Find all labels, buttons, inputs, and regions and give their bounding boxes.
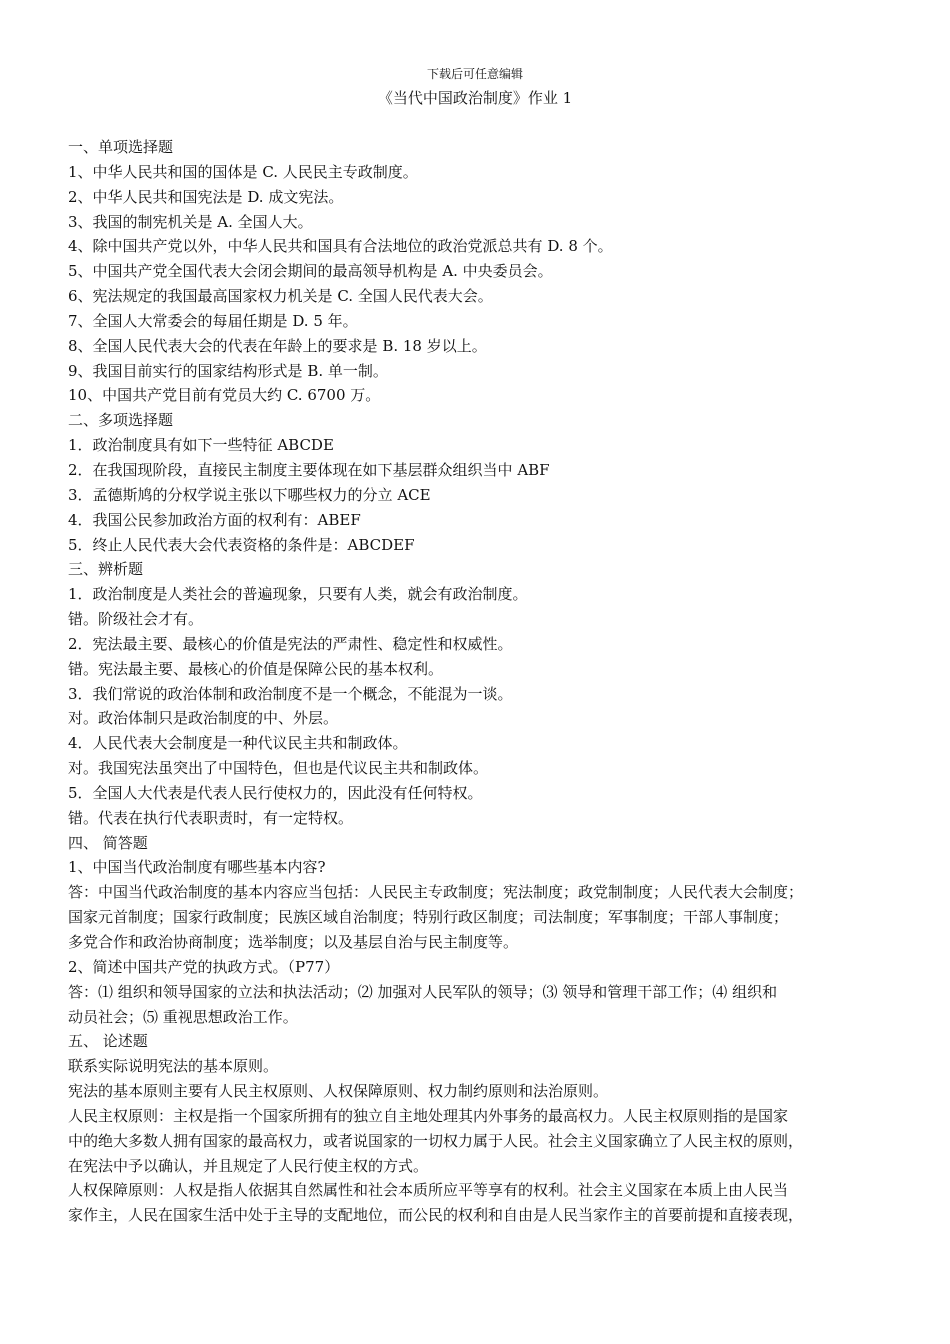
text-line: 答：⑴ 组织和领导国家的立法和执法活动；⑵ 加强对人民军队的领导；⑶ 领导和管理干部工作；⑷ 组织和: [68, 982, 778, 1001]
text-line: 答：中国当代政治制度的基本内容应当包括：人民民主专政制度；宪法制度；政党制制度；人民代表大会制度；: [68, 883, 804, 902]
text-line: 五、 论述题: [68, 1032, 148, 1051]
text-line: 对。政治体制只是政治制度的中、外层。: [68, 709, 339, 728]
text-line: 8、全国人民代表大会的代表在年龄上的要求是 B. 18 岁以上。: [68, 336, 487, 355]
text-line: 一、单项选择题: [68, 138, 174, 156]
text-line: 1．政治制度是人类社会的普遍现象，只要有人类，就会有政治制度。: [68, 585, 528, 604]
text-line: 5、中国共产党全国代表大会闭会期间的最高领导机构是 A. 中央委员会。: [68, 262, 553, 281]
text-line: 1、中国当代政治制度有哪些基本内容?: [68, 858, 326, 877]
text-line: 错。宪法最主要、最核心的价值是保障公民的基本权利。: [68, 659, 444, 678]
text-line: 联系实际说明宪法的基本原则。: [68, 1057, 279, 1076]
text-line: 多党合作和政治协商制度；选举制度；以及基层自治与民主制度等。: [68, 933, 519, 951]
text-line: 6、宪法规定的我国最高国家权力机关是 C. 全国人民代表大会。: [68, 287, 493, 306]
text-line: 错。代表在执行代表职责时，有一定特权。: [68, 808, 354, 827]
text-line: 3．我们常说的政治体制和政治制度不是一个概念，不能混为一谈。: [68, 684, 513, 703]
text-line: 10、中国共产党目前有党员大约 C. 6700 万。: [68, 386, 381, 405]
text-line: 人民主权原则：主权是指一个国家所拥有的独立自主地处理其内外事务的最高权力。人民主权原则指的是国家: [68, 1106, 789, 1125]
text-line: 3．孟德斯鸠的分权学说主张以下哪些权力的分立 ACE: [68, 485, 431, 504]
text-line: 7、全国人大常委会的每届任期是 D. 5 年。: [68, 311, 358, 330]
text-line: 4．我国公民参加政治方面的权利有：ABEF: [68, 510, 361, 529]
text-line: 2、中华人民共和国宪法是 D. 成文宪法。: [68, 187, 344, 206]
text-line: 2．宪法最主要、最核心的价值是宪法的严肃性、稳定性和权威性。: [68, 634, 513, 653]
text-line: 二、多项选择题: [68, 411, 174, 430]
text-line: 家作主，人民在国家生活中处于主导的支配地位，而公民的权利和自由是人民当家作主的首要前提和直接表现，: [68, 1206, 804, 1225]
text-line: 9、我国目前实行的国家结构形式是 B. 单一制。: [68, 361, 388, 380]
text-line: 在宪法中予以确认，并且规定了人民行使主权的方式。: [68, 1156, 429, 1175]
text-line: 2、简述中国共产党的执政方式。（P77）: [68, 957, 340, 976]
document-body: [68, 135, 894, 1228]
text-line: 动员社会；⑸ 重视思想政治工作。: [68, 1007, 298, 1026]
text-line: 宪法的基本原则主要有人民主权原则、人权保障原则、权力制约原则和法治原则。: [68, 1082, 609, 1101]
text-line: 4．人民代表大会制度是一种代议民主共和制政体。: [68, 734, 408, 753]
text-line: 1、中华人民共和国的国体是 C. 人民民主专政制度。: [68, 162, 418, 181]
text-line: 4、除中国共产党以外，中华人民共和国具有合法地位的政治党派总共有 D. 8 个。: [68, 237, 613, 256]
text-line: 1．政治制度具有如下一些特征 ABCDE: [68, 436, 334, 455]
text-line: 三、辨析题: [68, 560, 144, 579]
text-line: 5．终止人民代表大会代表资格的条件是：ABCDEF: [68, 535, 415, 554]
document-title: 《当代中国政治制度》作业 1: [377, 89, 573, 107]
text-line: 国家元首制度；国家行政制度；民族区域自治制度；特别行政区制度；司法制度；军事制度；干部人事制度；: [68, 908, 789, 927]
text-line: 人权保障原则：人权是指人依据其自然属性和社会本质所应平等享有的权利。社会主义国家在本质上由人民当: [68, 1181, 789, 1200]
text-line: 中的绝大多数人拥有国家的最高权力，或者说国家的一切权力属于人民。社会主义国家确立了人民主权的原则，: [68, 1131, 804, 1150]
header-note: 下载后可任意编辑: [426, 67, 523, 81]
text-line: 对。我国宪法虽突出了中国特色，但也是代议民主共和制政体。: [68, 759, 489, 778]
text-line: 错。阶级社会才有。: [68, 610, 204, 629]
text-line: 5．全国人大代表是代表人民行使权力的，因此没有任何特权。: [68, 783, 483, 802]
text-line: 四、 简答题: [68, 833, 148, 852]
text-line: 2．在我国现阶段，直接民主制度主要体现在如下基层群众组织当中 ABF: [68, 460, 550, 479]
text-line: 3、我国的制宪机关是 A. 全国人大。: [68, 212, 313, 231]
